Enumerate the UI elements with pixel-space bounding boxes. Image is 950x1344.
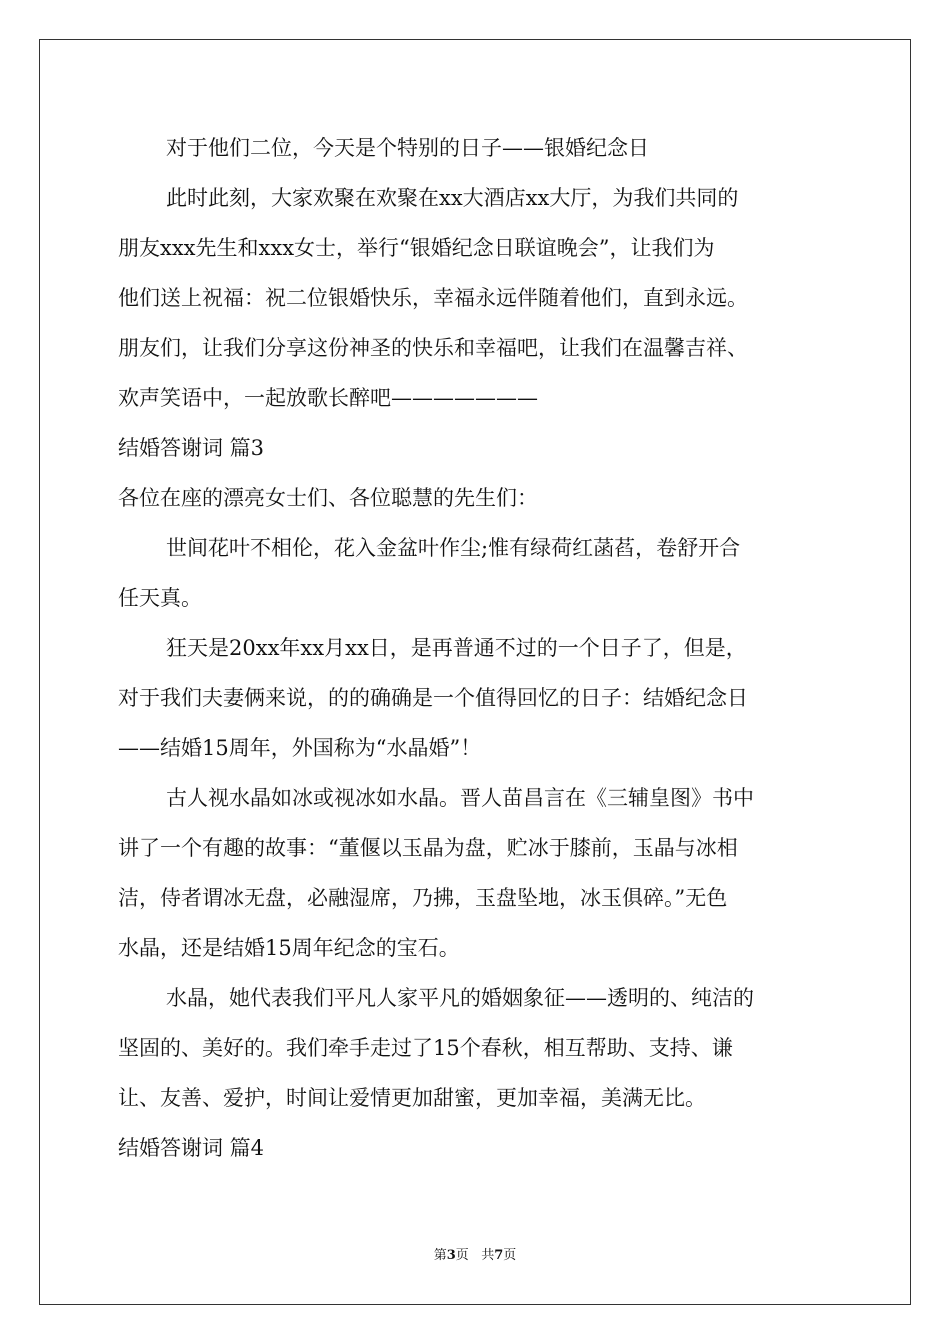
page-border (39, 39, 911, 1305)
paragraph-line: 任天真。 (118, 586, 202, 610)
page-prefix: 第 (433, 1248, 447, 1263)
paragraph-line: 对于我们夫妻俩来说，的的确确是一个值得回忆的日子：结婚纪念日 (118, 686, 748, 710)
paragraph-line: 洁，侍者谓冰无盘，必融湿席，乃拂，玉盘坠地，冰玉俱碎。”无色 (118, 886, 728, 910)
paragraph-line: 狂天是20xx年xx月xx日，是再普通不过的一个日子了，但是， (166, 636, 747, 660)
page-footer (0, 1248, 950, 1264)
paragraph-line: 此时此刻，大家欢聚在欢聚在xx大酒店xx大厅，为我们共同的 (166, 186, 739, 210)
paragraph-line: 对于他们二位，今天是个特别的日子——银婚纪念日 (166, 136, 649, 160)
paragraph-line: 他们送上祝福：祝二位银婚快乐，幸福永远伴随着他们，直到永远。 (118, 286, 748, 310)
paragraph-line: ——结婚15周年，外国称为“水晶婚”！ (118, 736, 482, 760)
section-heading: 结婚答谢词 篇3 (118, 436, 265, 460)
paragraph-line: 水晶，她代表我们平凡人家平凡的婚姻象征——透明的、纯洁的 (166, 986, 754, 1010)
current-page-number: 3 (446, 1248, 456, 1263)
page-unit: 页 (455, 1248, 469, 1263)
paragraph-line: 坚固的、美好的。我们牵手走过了15个春秋，相互帮助、支持、谦 (118, 1036, 733, 1060)
total-prefix: 共 (481, 1248, 495, 1263)
paragraph-line: 古人视水晶如冰或视冰如水晶。晋人苗昌言在《三辅皇图》书中 (166, 786, 754, 810)
paragraph-line: 水晶，还是结婚15周年纪念的宝石。 (118, 936, 460, 960)
paragraph-line: 世间花叶不相伦，花入金盆叶作尘;惟有绿荷红菡萏，卷舒开合 (166, 536, 741, 560)
paragraph-line: 朋友xxx先生和xxx女士，举行“银婚纪念日联谊晚会”，让我们为 (118, 236, 715, 260)
total-unit: 页 (503, 1248, 517, 1263)
paragraph-line: 讲了一个有趣的故事：“董偃以玉晶为盘，贮冰于膝前，玉晶与冰相 (118, 836, 738, 860)
salutation: 各位在座的漂亮女士们、各位聪慧的先生们： (118, 486, 538, 510)
paragraph-line: 让、友善、爱护，时间让爱情更加甜蜜，更加幸福，美满无比。 (118, 1086, 706, 1110)
paragraph-line: 欢声笑语中，一起放歌长醉吧——————— (118, 386, 538, 410)
section-heading: 结婚答谢词 篇4 (118, 1136, 265, 1160)
paragraph-line: 朋友们，让我们分享这份神圣的快乐和幸福吧，让我们在温馨吉祥、 (118, 336, 748, 360)
total-page-number: 7 (494, 1248, 504, 1263)
